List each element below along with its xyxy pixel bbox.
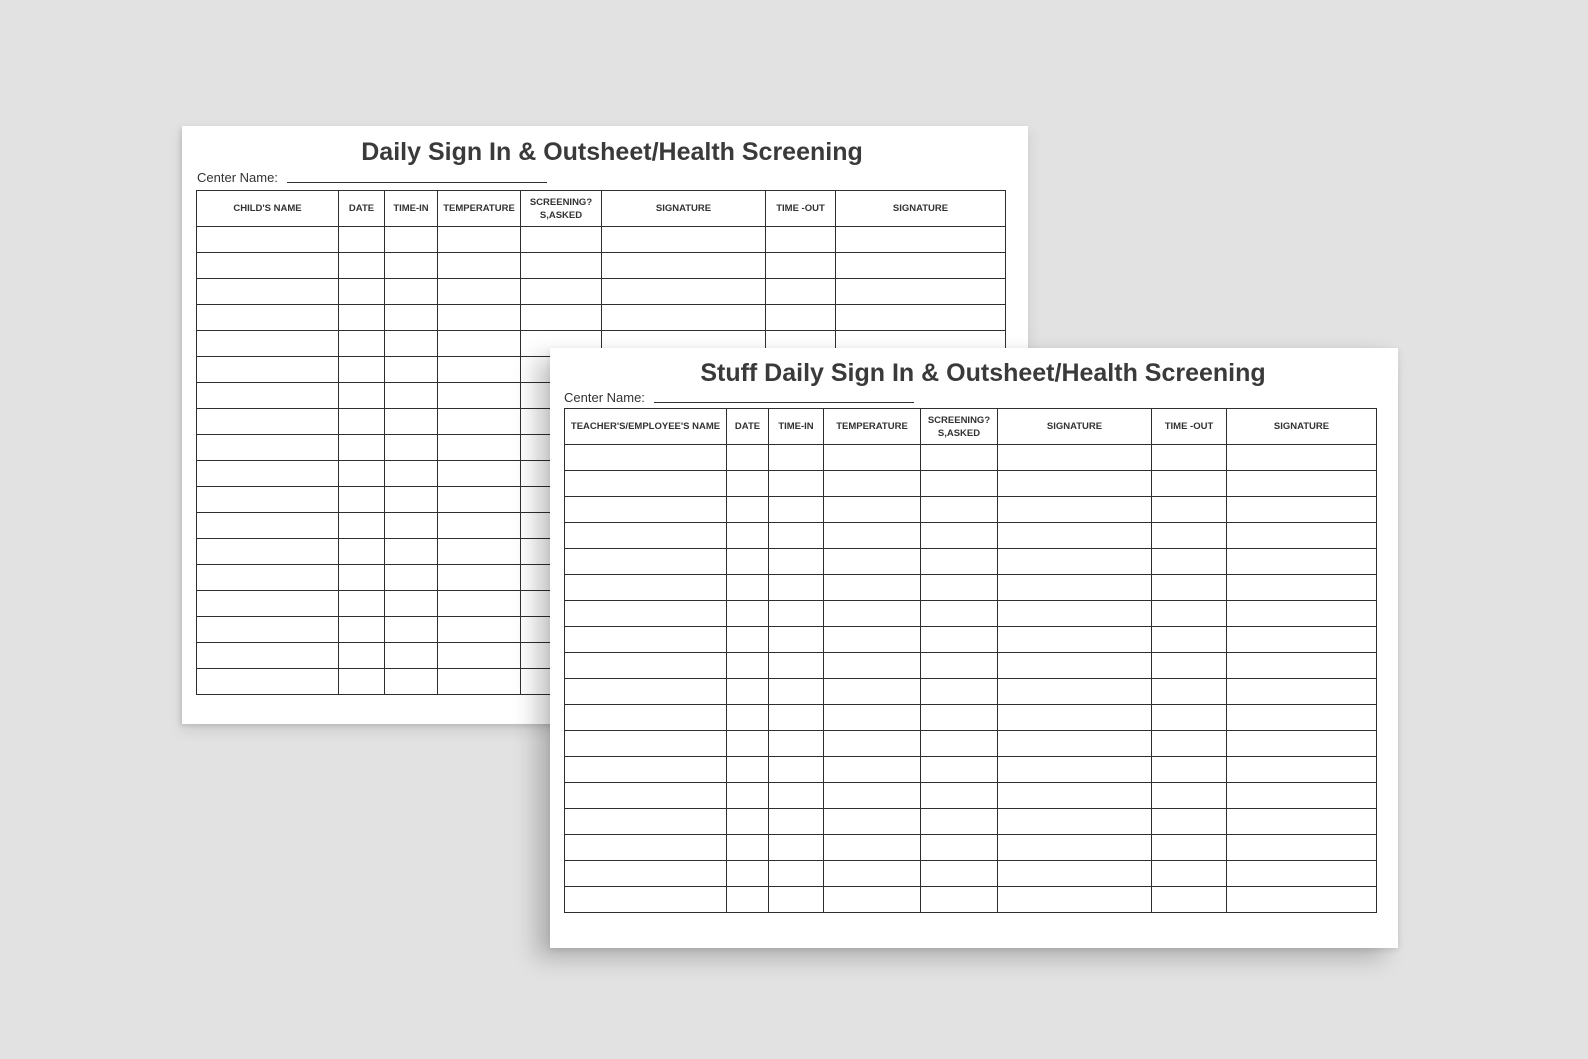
table-cell[interactable] [565, 705, 727, 731]
table-cell[interactable] [727, 471, 769, 497]
table-cell[interactable] [339, 669, 385, 695]
table-cell[interactable] [921, 601, 998, 627]
table-cell[interactable] [565, 549, 727, 575]
table-row [565, 757, 1377, 783]
table-cell[interactable] [727, 809, 769, 835]
table-cell[interactable] [339, 591, 385, 617]
table-cell[interactable] [998, 575, 1152, 601]
table-cell[interactable] [824, 497, 921, 523]
table-cell[interactable] [339, 539, 385, 565]
table-cell[interactable] [565, 731, 727, 757]
table-row [565, 523, 1377, 549]
table-cell[interactable] [565, 835, 727, 861]
table-cell[interactable] [769, 523, 824, 549]
table-row [197, 305, 1006, 331]
table-cell[interactable] [438, 513, 521, 539]
table-cell[interactable] [197, 253, 339, 279]
column-header-temperature: TEMPERATURE [824, 409, 921, 445]
column-header-date: DATE [339, 191, 385, 227]
table-cell[interactable] [438, 279, 521, 305]
table-row [565, 497, 1377, 523]
table-cell[interactable] [1152, 809, 1227, 835]
table-cell[interactable] [998, 887, 1152, 913]
table-cell[interactable] [1227, 783, 1377, 809]
table-cell[interactable] [438, 669, 521, 695]
table-cell[interactable] [766, 305, 836, 331]
table-cell[interactable] [385, 409, 438, 435]
column-header-time-out: TIME -OUT [766, 191, 836, 227]
table-cell[interactable] [998, 445, 1152, 471]
table-cell[interactable] [769, 497, 824, 523]
table-cell[interactable] [998, 861, 1152, 887]
table-cell[interactable] [769, 757, 824, 783]
table-cell[interactable] [1227, 757, 1377, 783]
table-cell[interactable] [197, 487, 339, 513]
table-cell[interactable] [385, 227, 438, 253]
table-cell[interactable] [438, 409, 521, 435]
table-cell[interactable] [602, 305, 766, 331]
table-cell[interactable] [998, 601, 1152, 627]
table-cell[interactable] [1227, 445, 1377, 471]
table-row [197, 227, 1006, 253]
table-row [565, 679, 1377, 705]
table-row [565, 471, 1377, 497]
table-cell[interactable] [998, 523, 1152, 549]
table-cell[interactable] [438, 487, 521, 513]
table-cell[interactable] [824, 523, 921, 549]
table-cell[interactable] [727, 783, 769, 809]
staff-sign-in-table [564, 408, 1377, 913]
table-cell[interactable] [998, 731, 1152, 757]
table-cell[interactable] [921, 575, 998, 601]
column-header-signature-in: SIGNATURE [998, 409, 1152, 445]
table-cell[interactable] [1152, 783, 1227, 809]
table-cell[interactable] [824, 471, 921, 497]
table-cell[interactable] [998, 549, 1152, 575]
table-cell[interactable] [998, 835, 1152, 861]
table-row [565, 861, 1377, 887]
table-cell[interactable] [197, 461, 339, 487]
table-cell[interactable] [1152, 835, 1227, 861]
table-cell[interactable] [836, 253, 1006, 279]
table-cell[interactable] [565, 575, 727, 601]
table-cell[interactable] [998, 757, 1152, 783]
table-cell[interactable] [339, 279, 385, 305]
table-cell[interactable] [438, 539, 521, 565]
column-header-screening: SCREENING? S,ASKED [921, 409, 998, 445]
table-cell[interactable] [769, 835, 824, 861]
table-cell[interactable] [385, 487, 438, 513]
table-cell[interactable] [197, 227, 339, 253]
column-header-time-in: TIME-IN [769, 409, 824, 445]
table-cell[interactable] [836, 305, 1006, 331]
table-cell[interactable] [824, 783, 921, 809]
table-cell[interactable] [727, 523, 769, 549]
table-cell[interactable] [921, 627, 998, 653]
table-cell[interactable] [727, 627, 769, 653]
table-cell[interactable] [339, 565, 385, 591]
table-cell[interactable] [769, 471, 824, 497]
table-cell[interactable] [921, 705, 998, 731]
column-header-time-out: TIME -OUT [1152, 409, 1227, 445]
table-cell[interactable] [1152, 627, 1227, 653]
table-cell[interactable] [824, 705, 921, 731]
table-cell[interactable] [921, 653, 998, 679]
table-cell[interactable] [998, 809, 1152, 835]
table-cell[interactable] [727, 601, 769, 627]
table-cell[interactable] [385, 253, 438, 279]
table-cell[interactable] [836, 279, 1006, 305]
table-cell[interactable] [1152, 549, 1227, 575]
table-row [565, 887, 1377, 913]
table-cell[interactable] [197, 435, 339, 461]
table-cell[interactable] [1152, 705, 1227, 731]
table-cell[interactable] [727, 705, 769, 731]
table-cell[interactable] [197, 643, 339, 669]
table-cell[interactable] [921, 471, 998, 497]
table-cell[interactable] [339, 643, 385, 669]
table-cell[interactable] [197, 357, 339, 383]
table-cell[interactable] [385, 565, 438, 591]
table-cell[interactable] [1227, 887, 1377, 913]
table-cell[interactable] [385, 357, 438, 383]
table-cell[interactable] [727, 835, 769, 861]
table-cell[interactable] [1227, 549, 1377, 575]
table-cell[interactable] [836, 227, 1006, 253]
column-header-name: TEACHER'S/EMPLOYEE'S NAME [565, 409, 727, 445]
table-cell[interactable] [1152, 523, 1227, 549]
table-cell[interactable] [1152, 601, 1227, 627]
table-cell[interactable] [769, 861, 824, 887]
table-row [565, 575, 1377, 601]
table-cell[interactable] [998, 783, 1152, 809]
table-cell[interactable] [921, 497, 998, 523]
center-name-row [197, 170, 547, 185]
table-row [565, 627, 1377, 653]
column-header-signature-out: SIGNATURE [1227, 409, 1377, 445]
table-cell[interactable] [1152, 445, 1227, 471]
table-cell[interactable] [998, 627, 1152, 653]
sheet-title: Stuff Daily Sign In & Outsheet/Health Screening [700, 359, 1266, 387]
table-cell[interactable] [197, 539, 339, 565]
table-cell[interactable] [824, 757, 921, 783]
table-cell[interactable] [385, 539, 438, 565]
column-header-signature-in: SIGNATURE [602, 191, 766, 227]
table-cell[interactable] [727, 497, 769, 523]
table-cell[interactable] [385, 383, 438, 409]
table-cell[interactable] [565, 497, 727, 523]
table-cell[interactable] [565, 471, 727, 497]
table-cell[interactable] [769, 809, 824, 835]
table-cell[interactable] [385, 461, 438, 487]
table-cell[interactable] [339, 617, 385, 643]
table-row [565, 809, 1377, 835]
table-cell[interactable] [602, 279, 766, 305]
table-cell[interactable] [565, 679, 727, 705]
table-cell[interactable] [1227, 471, 1377, 497]
table-cell[interactable] [769, 731, 824, 757]
table-row [565, 705, 1377, 731]
table-cell[interactable] [438, 357, 521, 383]
table-cell[interactable] [824, 887, 921, 913]
table-cell[interactable] [197, 279, 339, 305]
table-cell[interactable] [824, 627, 921, 653]
table-row [197, 279, 1006, 305]
staff-sign-in-sheet [550, 348, 1398, 948]
table-cell[interactable] [197, 669, 339, 695]
table-cell[interactable] [385, 435, 438, 461]
center-name-field[interactable] [287, 181, 547, 183]
table-cell[interactable] [998, 497, 1152, 523]
table-cell[interactable] [1152, 887, 1227, 913]
column-header-time-in: TIME-IN [385, 191, 438, 227]
table-cell[interactable] [769, 445, 824, 471]
table-cell[interactable] [565, 601, 727, 627]
table-cell[interactable] [1152, 731, 1227, 757]
table-cell[interactable] [727, 653, 769, 679]
table-cell[interactable] [339, 513, 385, 539]
table-cell[interactable] [1152, 471, 1227, 497]
table-cell[interactable] [197, 565, 339, 591]
table-cell[interactable] [921, 861, 998, 887]
table-cell[interactable] [824, 549, 921, 575]
table-row [565, 549, 1377, 575]
table-row [565, 835, 1377, 861]
table-cell[interactable] [998, 705, 1152, 731]
table-cell[interactable] [769, 653, 824, 679]
table-cell[interactable] [565, 861, 727, 887]
table-cell[interactable] [339, 305, 385, 331]
table-cell[interactable] [1152, 757, 1227, 783]
table-cell[interactable] [766, 253, 836, 279]
table-cell[interactable] [727, 445, 769, 471]
table-cell[interactable] [565, 757, 727, 783]
table-cell[interactable] [727, 757, 769, 783]
table-cell[interactable] [921, 757, 998, 783]
table-cell[interactable] [769, 783, 824, 809]
table-cell[interactable] [824, 445, 921, 471]
table-cell[interactable] [339, 487, 385, 513]
table-row [565, 731, 1377, 757]
table-cell[interactable] [565, 783, 727, 809]
table-cell[interactable] [385, 305, 438, 331]
table-cell[interactable] [727, 549, 769, 575]
table-cell[interactable] [197, 409, 339, 435]
table-cell[interactable] [921, 731, 998, 757]
table-cell[interactable] [602, 253, 766, 279]
table-cell[interactable] [769, 627, 824, 653]
table-cell[interactable] [197, 513, 339, 539]
table-cell[interactable] [769, 705, 824, 731]
table-row [565, 445, 1377, 471]
table-cell[interactable] [565, 523, 727, 549]
table-cell[interactable] [824, 601, 921, 627]
table-cell[interactable] [1227, 601, 1377, 627]
table-cell[interactable] [385, 617, 438, 643]
table-cell[interactable] [769, 549, 824, 575]
table-cell[interactable] [438, 591, 521, 617]
table-cell[interactable] [1227, 497, 1377, 523]
table-cell[interactable] [197, 383, 339, 409]
table-cell[interactable] [438, 331, 521, 357]
center-name-field[interactable] [654, 401, 914, 403]
table-cell[interactable] [769, 679, 824, 705]
table-cell[interactable] [1152, 497, 1227, 523]
table-cell[interactable] [921, 783, 998, 809]
table-cell[interactable] [921, 445, 998, 471]
table-cell[interactable] [521, 253, 602, 279]
column-header-screening: SCREENING? S,ASKED [521, 191, 602, 227]
table-cell[interactable] [824, 575, 921, 601]
table-cell[interactable] [438, 227, 521, 253]
table-cell[interactable] [438, 383, 521, 409]
table-cell[interactable] [385, 513, 438, 539]
table-cell[interactable] [339, 383, 385, 409]
table-cell[interactable] [565, 445, 727, 471]
table-cell[interactable] [727, 731, 769, 757]
table-cell[interactable] [998, 679, 1152, 705]
table-cell[interactable] [339, 331, 385, 357]
table-header-row [197, 191, 1006, 227]
table-cell[interactable] [197, 617, 339, 643]
table-body [565, 445, 1377, 913]
table-cell[interactable] [766, 227, 836, 253]
table-cell[interactable] [921, 549, 998, 575]
table-cell[interactable] [1227, 861, 1377, 887]
table-cell[interactable] [521, 227, 602, 253]
table-cell[interactable] [921, 809, 998, 835]
table-cell[interactable] [1227, 653, 1377, 679]
table-cell[interactable] [385, 591, 438, 617]
table-cell[interactable] [824, 809, 921, 835]
table-cell[interactable] [824, 835, 921, 861]
table-cell[interactable] [385, 331, 438, 357]
table-header-row [565, 409, 1377, 445]
table-cell[interactable] [339, 409, 385, 435]
column-header-date: DATE [727, 409, 769, 445]
center-name-row [564, 390, 914, 405]
table-cell[interactable] [197, 331, 339, 357]
table-cell[interactable] [727, 861, 769, 887]
table-cell[interactable] [385, 279, 438, 305]
center-name-label: Center Name: [197, 170, 278, 185]
table-cell[interactable] [339, 461, 385, 487]
table-cell[interactable] [438, 305, 521, 331]
table-cell[interactable] [824, 861, 921, 887]
table-cell[interactable] [565, 809, 727, 835]
table-cell[interactable] [824, 653, 921, 679]
table-cell[interactable] [438, 617, 521, 643]
table-cell[interactable] [824, 679, 921, 705]
table-cell[interactable] [197, 305, 339, 331]
table-cell[interactable] [339, 357, 385, 383]
center-name-label: Center Name: [564, 390, 645, 405]
table-cell[interactable] [769, 601, 824, 627]
table-cell[interactable] [1227, 705, 1377, 731]
table-cell[interactable] [565, 653, 727, 679]
table-cell[interactable] [385, 643, 438, 669]
table-cell[interactable] [438, 565, 521, 591]
table-cell[interactable] [921, 887, 998, 913]
table-cell[interactable] [565, 627, 727, 653]
table-row [197, 253, 1006, 279]
table-cell[interactable] [1227, 679, 1377, 705]
table-cell[interactable] [339, 435, 385, 461]
table-cell[interactable] [727, 887, 769, 913]
table-cell[interactable] [1227, 809, 1377, 835]
table-cell[interactable] [602, 227, 766, 253]
table-cell[interactable] [438, 643, 521, 669]
table-cell[interactable] [921, 679, 998, 705]
table-cell[interactable] [385, 669, 438, 695]
table-cell[interactable] [766, 279, 836, 305]
table-cell[interactable] [438, 253, 521, 279]
table-cell[interactable] [521, 279, 602, 305]
table-cell[interactable] [769, 887, 824, 913]
table-cell[interactable] [1227, 731, 1377, 757]
table-cell[interactable] [197, 591, 339, 617]
table-cell[interactable] [565, 887, 727, 913]
table-cell[interactable] [339, 253, 385, 279]
table-cell[interactable] [1227, 627, 1377, 653]
column-header-signature-out: SIGNATURE [836, 191, 1006, 227]
table-cell[interactable] [1152, 861, 1227, 887]
table-cell[interactable] [921, 835, 998, 861]
table-row [565, 601, 1377, 627]
table-cell[interactable] [438, 435, 521, 461]
column-header-temperature: TEMPERATURE [438, 191, 521, 227]
table-cell[interactable] [1227, 575, 1377, 601]
sheet-title: Daily Sign In & Outsheet/Health Screening [361, 138, 863, 166]
column-header-name: CHILD'S NAME [197, 191, 339, 227]
table-cell[interactable] [438, 461, 521, 487]
table-row [565, 783, 1377, 809]
table-row [565, 653, 1377, 679]
table-cell[interactable] [1227, 523, 1377, 549]
table-cell[interactable] [1152, 653, 1227, 679]
table-cell[interactable] [521, 305, 602, 331]
table-cell[interactable] [727, 679, 769, 705]
table-cell[interactable] [339, 227, 385, 253]
table-cell[interactable] [1152, 575, 1227, 601]
table-cell[interactable] [727, 575, 769, 601]
table-cell[interactable] [921, 523, 998, 549]
table-cell[interactable] [998, 471, 1152, 497]
table-cell[interactable] [1152, 679, 1227, 705]
table-cell[interactable] [998, 653, 1152, 679]
table-cell[interactable] [769, 575, 824, 601]
table-cell[interactable] [824, 731, 921, 757]
table-cell[interactable] [1227, 835, 1377, 861]
